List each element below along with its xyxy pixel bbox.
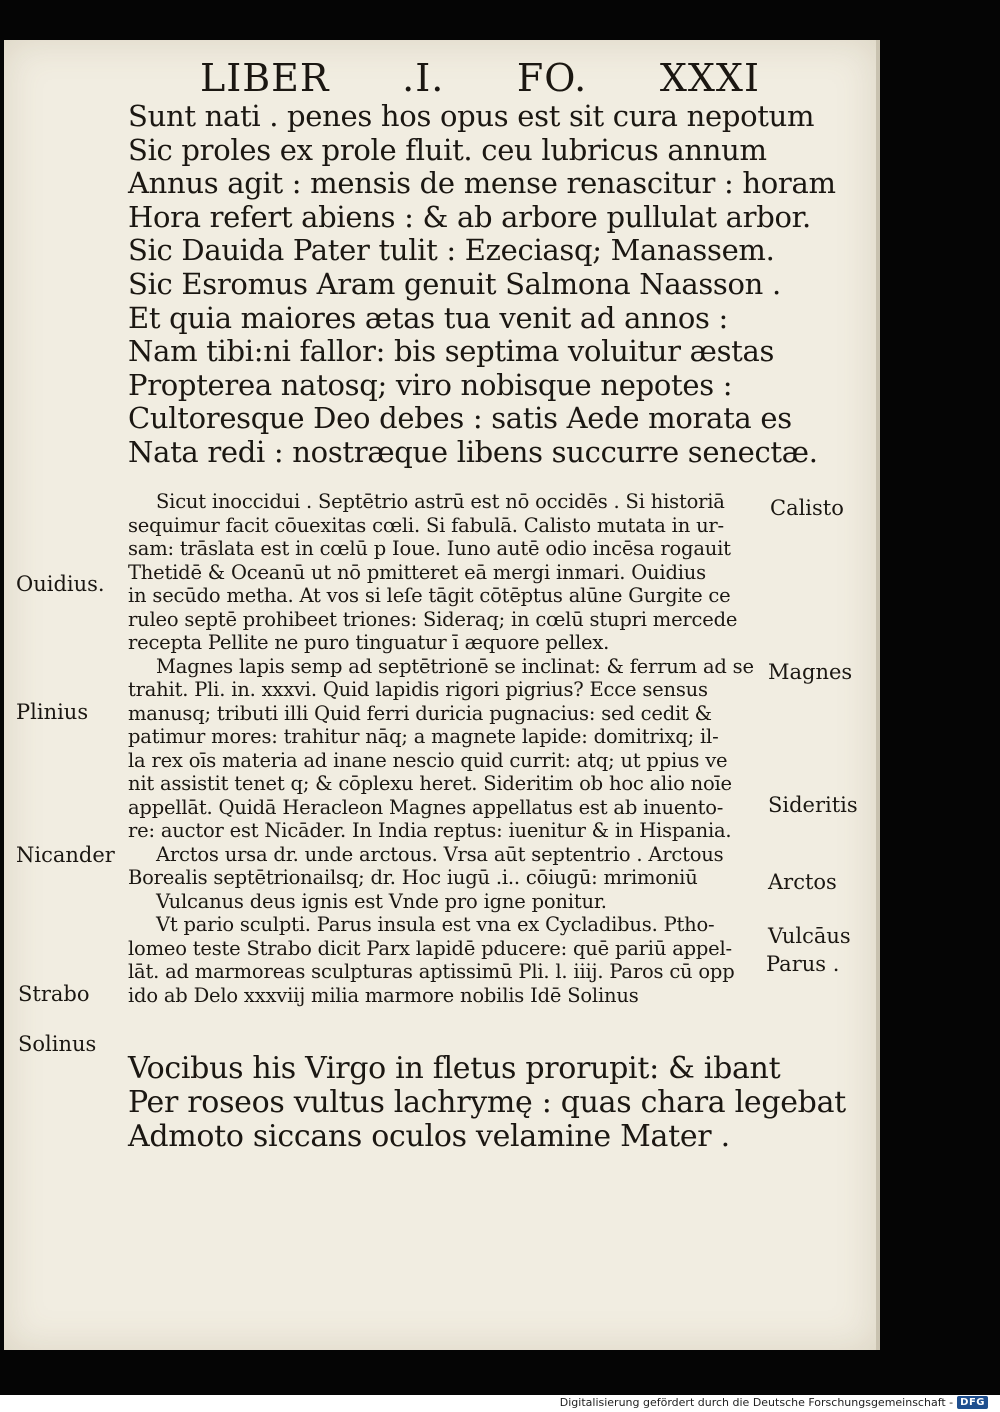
gloss-sideritis: Sideritis <box>768 793 858 817</box>
gloss-vulcanus: Vulcāus <box>768 924 851 948</box>
verse-line: Nata redi : nostræque libens succurre senectæ. <box>128 434 818 469</box>
running-header <box>200 56 760 100</box>
verse-line: Sic proles ex prole fluit. ceu lubricus annum <box>128 132 767 167</box>
header-fo: FO. <box>516 56 588 100</box>
footer-credit-text: Digitalisierung gefördert durch die Deutsche Forschungsgemeinschaft - <box>559 1396 954 1409</box>
commentary-line: re: auctor est Nicāder. In India reptus: iuenitur & in Hispania. <box>128 819 732 842</box>
verse-line: Et quia maiores ætas tua venit ad annos : <box>128 300 728 335</box>
verse-line: Vocibus his Virgo in fletus prorupit: & ibant <box>128 1051 781 1086</box>
commentary-line: Borealis septētrionailsq; dr. Hoc iugū .i.. cōiugū: mrimoniū <box>128 866 698 889</box>
commentary-block <box>128 490 768 1007</box>
gloss-strabo: Strabo <box>18 982 90 1006</box>
verse-block-top <box>128 99 836 470</box>
commentary-line: Vt pario sculpti. Parus insula est vna ex Cycladibus. Ptho- <box>156 913 715 936</box>
commentary-line: recepta Pellite ne puro tinguatur ī æquore pellex. <box>128 631 610 654</box>
gloss-solinus: Solinus <box>18 1032 97 1056</box>
verse-line: Propterea natosq; viro nobisque nepotes : <box>128 367 733 402</box>
gloss-parus: Parus . <box>766 952 840 976</box>
commentary-line: appellāt. Quidā Heracleon Magnes appellatus est ab inuento- <box>128 795 724 819</box>
commentary-line: trahit. Pli. in. xxxvi. Quid lapidis rigori pigrius? Ecce sensus <box>128 678 708 701</box>
verse-line: Admoto siccans oculos velamine Mater . <box>128 1119 730 1154</box>
dfg-logo: DFG <box>957 1396 988 1409</box>
header-folio-number: XXXI <box>659 56 760 100</box>
verse-line: Cultoresque Deo debes : satis Aede morata es <box>128 401 792 436</box>
commentary-line: in secūdo metha. At vos si leſe tāgit cōtēptus alūne Gurgite ce <box>128 584 731 607</box>
gloss-nicander: Nicander <box>16 843 115 867</box>
verse-line: Per roseos vultus lachrymę : quas chara legebat <box>128 1085 846 1120</box>
verse-line: Sic Esromus Aram genuit Salmona Naasson . <box>128 266 781 301</box>
commentary-line: Sicut inoccidui . Septētrio astrū est nō occidēs . Si historiā <box>156 490 725 513</box>
verse-line: Nam tibi:ni fallor: bis septima voluitur æstas <box>128 334 775 369</box>
commentary-line: Magnes lapis semp ad septētrionē se inclinat: & ferrum ad se <box>156 654 754 678</box>
commentary-line: nit assistit tenet q; & cōplexu heret. Sideritim ob hoc alio noīe <box>128 772 732 795</box>
commentary-line: la rex oīs materia ad inane nescio quid currit: atq; ut ppius ve <box>128 748 728 772</box>
page-edge <box>876 40 880 1350</box>
commentary-line: sequimur facit cōuexitas cœli. Si fabulā. Calisto mutata in ur- <box>128 513 724 537</box>
verse-block-bottom <box>128 1051 846 1154</box>
commentary-line: Arctos ursa dr. unde arctous. Vrsa aūt septentrio . Arctous <box>156 842 724 866</box>
commentary-line: lāt. ad marmoreas sculpturas aptissimū Pli. l. iiij. Paros cū opp <box>128 960 735 983</box>
gloss-ouidius: Ouidius. <box>16 572 105 596</box>
gloss-arctos: Arctos <box>768 870 837 894</box>
commentary-line: Vulcanus deus ignis est Vnde pro igne ponitur. <box>156 889 607 913</box>
verse-line: Sunt nati . penes hos opus est sit cura nepotum <box>128 99 815 133</box>
commentary-line: Thetidē & Oceanū ut nō pmitteret eā mergi inmari. Ouidius <box>128 560 706 584</box>
verse-line: Sic Dauida Pater tulit : Ezeciasq; Manassem. <box>128 233 775 268</box>
gloss-calisto: Calisto <box>770 496 844 520</box>
header-liber: LIBER <box>200 56 330 100</box>
commentary-line: ruleo septē prohibeet triones: Sideraq; in cœlū stupri mercede <box>128 607 738 631</box>
commentary-line: lomeo teste Strabo dicit Parx lapidē pducere: quē pariū appel- <box>128 936 732 960</box>
commentary-line: ido ab Delo xxxviij milia marmore nobilis Idē Solinus <box>128 983 639 1007</box>
footer-credit <box>560 1393 988 1412</box>
verse-line: Annus agit : mensis de mense renascitur : horam <box>128 166 836 201</box>
header-book-number: .I. <box>402 56 445 100</box>
commentary-line: patimur mores: trahitur nāq; a magnete lapide: domitrixq; il- <box>128 725 719 748</box>
verse-line: Hora refert abiens : & ab arbore pullulat arbor. <box>128 199 811 234</box>
commentary-line: sam: trāslata est in cœlū p Ioue. Iuno autē odio incēsa rogauit <box>128 537 731 560</box>
gloss-plinius: Plinius <box>16 700 89 724</box>
commentary-line: manusq; tributi illi Quid ferri duricia pugnacius: sed cedit & <box>128 701 712 725</box>
gloss-magnes: Magnes <box>768 660 853 684</box>
